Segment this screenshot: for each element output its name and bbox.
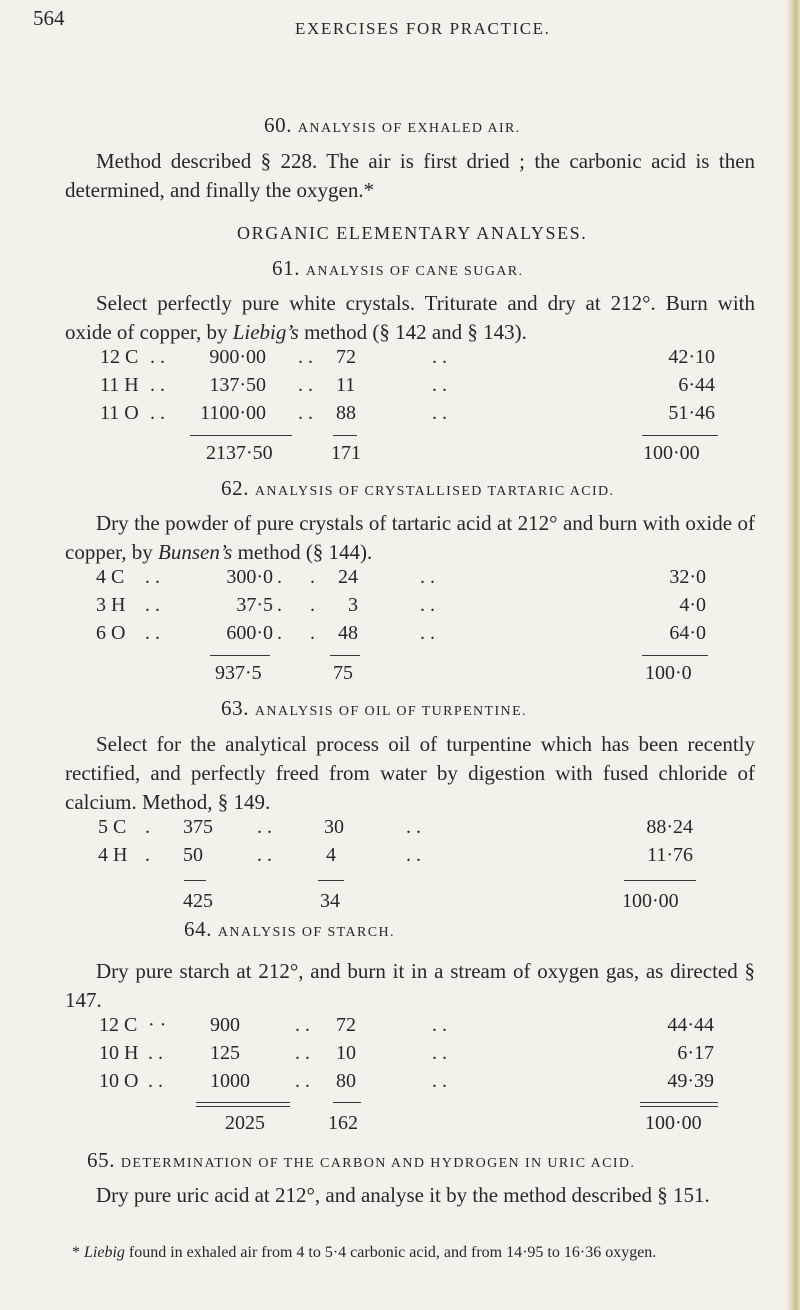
table-rule [196,1106,290,1107]
book-page: 564 EXERCISES FOR PRACTICE. 60. ANALYSIS OF EXHALED AIR. Method described § 228. The air is first dried ; the carbonic acid is then determined, and finally the oxygen.* ORGANIC ELEMENTARY ANALYSES. 61. ANALYSIS OF CANE SUGAR. Select perfectly pure white crystals. Triturate and dry at 212°. Burn with oxide of copper, by Liebig’s method (§ 142 and § 143). 12 C . . 900·00 . . 72 . . 42·10 11 H . . 137·50 . . 11 . . 6·44 11 O . . 1100·00 . . 88 . . 51·46 2137·50 171 100·00 62. ANALYSIS OF CRYSTALLISED TARTARIC ACID. Dry the powder of pure crystals of tartaric acid at 212° and burn with oxide of copper, by Bunsen’s method (§ 144). 4 C . . 300·0 . . 24 . . 32·0 3 H . . 37·5 . . 3 . . 4·0 6 O . . 600·0 . . 48 . . 64·0 937·5 75 100·0 63. ANALYSIS OF OIL OF TURPENTINE. Select for the analytical process oil of turpentine which has been recently rectified, and perfectly freed from water by digestion with fused chloride of calcium. Method, § 149. 5 C . 375 . . 30 . . 88·24 4 H . 50 . . 4 . . 11·76 425 34 100·00 64. ANALYSIS OF STARCH. Dry pure starch at 212°, and burn it in a stream of oxygen gas, as directed § 147. 12 C · · 900 . . 72 . . 44·44 10 H . . 125 . . 10 . . 6·17 10 O . . 1000 . . 80 . . 49·39 2025 162 100·00 65. DETERMINATION OF THE CARBON AND HYDROGEN IN URIC ACID. Dry pure uric acid at 212°, and analyse it by the method described § 151. * Liebig found in exhaled air from 4 to 5·4 carbonic acid, and from 14·95 to 16·36 oxygen. [0,0,800,1310]
section-title: ANALYSIS OF EXHALED AIR. [297,121,521,136]
running-head: EXERCISES FOR PRACTICE. [295,19,551,38]
table-rule [196,1102,290,1103]
table-rule [210,655,270,656]
table-rule [333,435,357,436]
section-62-heading: 62. ANALYSIS OF CRYSTALLISED TARTARIC ACID. [221,476,615,500]
section-number: 60. [264,113,293,137]
table-rule [642,655,708,656]
section-65-text: Dry pure uric acid at 212°, and analyse it by the method described § 151. [96,1183,710,1207]
section-61-heading: 61. ANALYSIS OF CANE SUGAR. [272,256,524,280]
page-edge [786,0,800,1310]
table-rule [184,880,206,881]
section-62-text: Dry the powder of pure crystals of tartaric acid at 212° and burn with oxide of copper, by Bunsen’s method (§ 144). [65,511,755,564]
table-rule [640,1106,718,1107]
table-rule [640,1102,718,1103]
table-rule [333,1102,361,1103]
table-rule [642,435,718,436]
table-rule [318,880,344,881]
section-63-text: Select for the analytical process oil of turpentine which has been recently rectified, and perfectly freed from water by digestion with fused chloride of calcium. Method, § 149. [65,732,755,814]
table-rule [624,880,696,881]
footnote: * Liebig found in exhaled air from 4 to 5·4 carbonic acid, and from 14·95 to 16·36 oxygen. [72,1244,657,1261]
section-60-heading [264,113,521,138]
section-64-text: Dry pure starch at 212°, and burn it in a stream of oxygen gas, as directed § 147. [65,959,755,1012]
section-64-heading: 64. ANALYSIS OF STARCH. [184,917,395,941]
table-rule [330,655,360,656]
section-60-text: Method described § 228. The air is first dried ; the carbonic acid is then determined, and finally the oxygen.* [65,149,756,202]
table-rule [190,435,292,436]
section-65-heading: 65. DETERMINATION OF THE CARBON AND HYDROGEN IN URIC ACID. [87,1148,636,1172]
section-63-heading: 63. ANALYSIS OF OIL OF TURPENTINE. [221,696,527,720]
organic-analyses-heading: ORGANIC ELEMENTARY ANALYSES. [237,223,588,243]
section-61-text: Select perfectly pure white crystals. Triturate and dry at 212°. Burn with oxide of copper, by Liebig’s method (§ 142 and § 143). [65,291,755,344]
page-number: 564 [33,6,65,30]
